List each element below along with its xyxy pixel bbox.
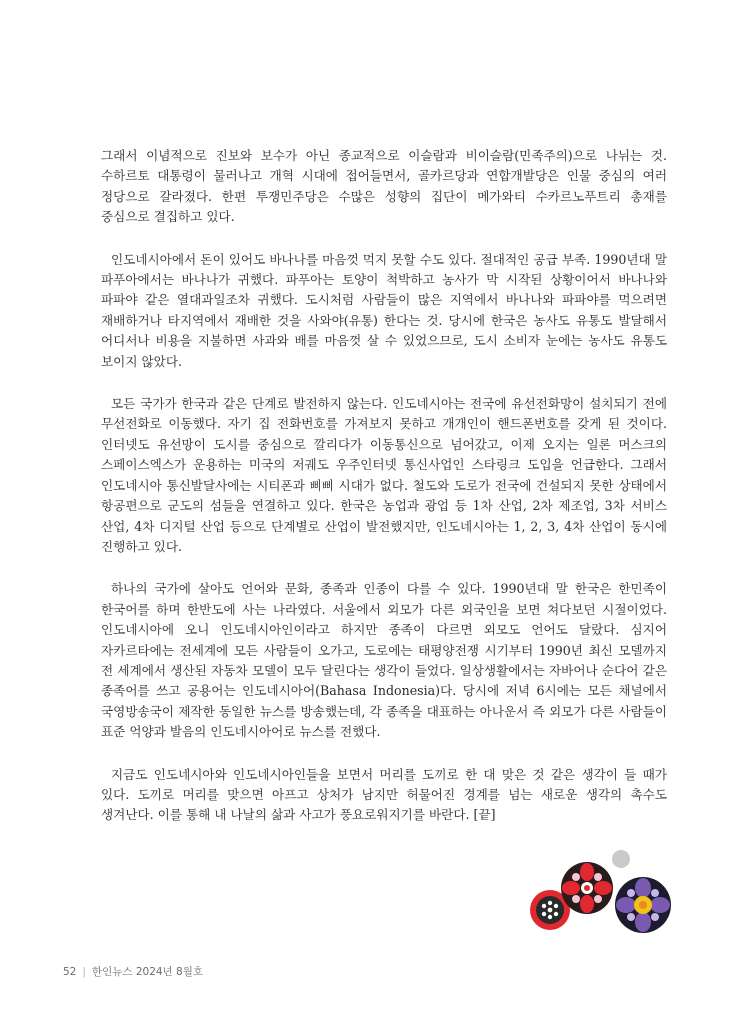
grey-dot-ornament <box>612 850 630 868</box>
paragraph-1: 그래서 이념적으로 진보와 보수가 아닌 종교적으로 이슬람과 비이슬람(민족주의)으로 나뉘는 것. 수하르토 대통령이 물러나고 개혁 시대에 접어들면서, 골카르당과 연합개발당은 인물 중심의 여러 정당으로 갈라졌다. 한편 투쟁민주당은 수많은 성향의 집단이 메가와티 수카르노푸트리 총재를 중심으로 결집하고 있다. <box>101 148 667 225</box>
page-footer <box>63 964 203 979</box>
page-number: 52 <box>63 966 77 978</box>
footer-separator: | <box>82 966 86 978</box>
dark-flower-ornament <box>561 862 613 914</box>
paragraph-4: 하나의 국가에 살아도 언어와 문화, 종족과 인종이 다를 수 있다. 1990년대 말 한국은 한민족이 한국어를 하며 한반도에 사는 나라였다. 서울에서 외모가 다른 외국인을 보면 쳐다보던 시절이었다. 인도네시아에 오니 인도네시아인이라고 하지만 종족이 다르면 외모도 언어도 달랐다. 심지어 자카르타에는 전세계에 모든 사람들이 오가고, 도로에는 태평양전쟁 시기부터 1990년 최신 모델까지 전 세계에서 생산된 자동차 모델이 모두 달린다는 생각이 들었다. 일상생활에서는 자바어나 순다어 같은 종족어를 쓰고 공용어는 인도네시아어(Bahasa Indonesia)다. 당시에 저녁 6시에는 모든 채널에서 국영방송국이 제작한 동일한 뉴스를 방송했는데, 각 종족을 대표하는 아나운서 즉 외모가 다른 사람들이 표준 억양과 발음의 인도네시아어로 뉴스를 전했다. <box>101 581 667 740</box>
purple-flower-ornament <box>615 877 671 933</box>
paragraph-3: 모든 국가가 한국과 같은 단계로 발전하지 않는다. 인도네시아는 전국에 유선전화망이 설치되기 전에 무선전화로 이동했다. 자기 집 전화번호를 가져보지 못하고 개개인이 핸드폰번호를 갖게 된 것이다. 인터넷도 유선망이 도시를 중심으로 깔리다가 이동통신으로 넘어갔고, 이제 오지는 일론 머스크의 스페이스엑스가 운용하는 미국의 저궤도 우주인터넷 통신사업인 스타링크 도입을 언급한다. 그래서 인도네시아 통신발달사에는 시티폰과 삐삐 시대가 없다. 철도와 도로가 전국에 건설되지 못한 상태에서 항공편으로 군도의 섬들을 연결하고 있다. 한국은 농업과 광업 등 1차 산업, 2차 제조업, 3차 서비스 산업, 4차 디지털 산업 등으로 단계별로 산업이 발전했지만, 인도네시아는 1, 2, 3, 4차 산업이 동시에 진행하고 있다. <box>101 396 667 554</box>
paragraph-2: 인도네시아에서 돈이 있어도 바나나를 마음껏 먹지 못할 수도 있다. 절대적인 공급 부족. 1990년대 말 파푸아에서는 바나나가 귀했다. 파푸아는 토양이 척박하고 농사가 막 시작된 상황이어서 바나나와 파파야 같은 열대과일조차 귀했다. 도시처럼 사람들이 많은 지역에서 바나나와 파파야를 먹으려면 재배하거나 타지역에서 재배한 것을 사와야(유통) 한다는 것. 당시에 한국은 농사도 유통도 발달해서 어디서나 비용을 지불하면 사과와 배를 마음껏 살 수 있었으므로, 도시 소비자 눈에는 농사도 유통도 보이지 않았다. <box>101 251 667 369</box>
article-body <box>101 146 667 848</box>
publication-title: 한인뉴스 2024년 8월호 <box>91 966 203 978</box>
paragraph-5: 지금도 인도네시아와 인도네시아인들을 보면서 머리를 도끼로 한 대 맞은 것 같은 생각이 들 때가 있다. 도끼로 머리를 맞으면 아프고 상처가 남지만 허물어진 경계를 넘는 새로운 생각의 촉수도 생겨난다. 이를 통해 내 나날의 삶과 사고가 풍요로워지기를 바란다. [끝] <box>101 766 667 823</box>
decorative-ornament <box>525 848 675 938</box>
